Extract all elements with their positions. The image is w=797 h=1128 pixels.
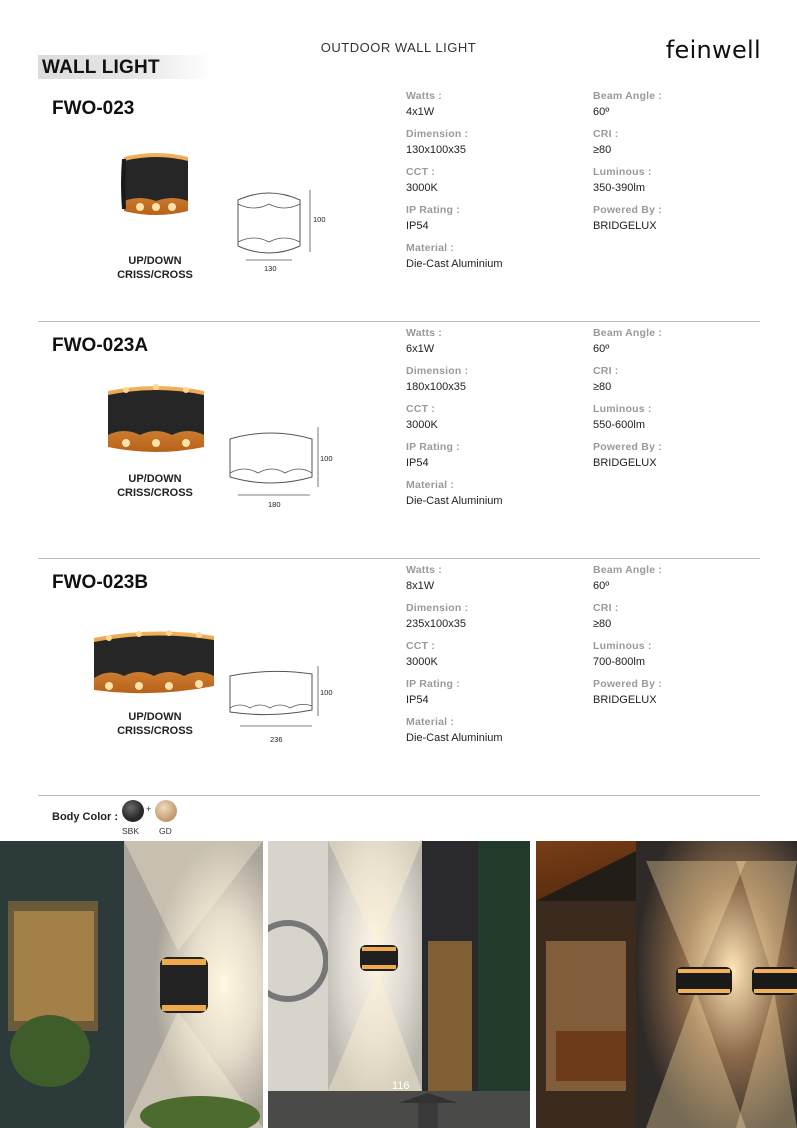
dim-height-label: 100 xyxy=(320,688,333,697)
dimension-drawing xyxy=(232,186,332,268)
dim-width-label: 130 xyxy=(264,264,277,273)
installation-photo-1 xyxy=(0,841,263,1128)
dimension-drawing xyxy=(226,425,326,505)
light-direction-label xyxy=(110,254,200,282)
lamp-image xyxy=(118,151,194,217)
body-color-label: Body Color : xyxy=(52,811,118,823)
brand-logo: feinwell xyxy=(665,36,761,64)
spec-cri: CRI : ≥80 xyxy=(593,365,619,393)
spec-ip: IP Rating : IP54 xyxy=(406,204,460,232)
dim-width-label: 180 xyxy=(268,500,281,509)
lamp-image xyxy=(90,626,218,698)
section-divider xyxy=(38,795,760,796)
type-line-1: UP/DOWN xyxy=(128,711,182,723)
page-number: 116 xyxy=(392,1080,410,1092)
spec-beam-angle: Beam Angle : 60º xyxy=(593,564,663,592)
light-direction-label xyxy=(110,472,200,500)
section-divider xyxy=(38,321,760,322)
dim-width-label: 236 xyxy=(270,735,283,744)
spec-cct: CCT : 3000K xyxy=(406,403,438,431)
spec-ip: IP Rating : IP54 xyxy=(406,678,460,706)
product-model: FWO-023 xyxy=(52,98,135,119)
plus-separator: + xyxy=(146,804,152,814)
spec-watts: Watts : 6x1W xyxy=(406,327,443,355)
spec-material: Material : Die-Cast Aluminium xyxy=(406,716,503,744)
spec-dimension: Dimension : 130x100x35 xyxy=(406,128,469,156)
dimension-drawing xyxy=(226,662,326,742)
spec-powered-by: Powered By : BRIDGELUX xyxy=(593,204,662,232)
section-divider xyxy=(38,558,760,559)
type-line-1: UP/DOWN xyxy=(128,255,182,267)
spec-dimension: Dimension : 180x100x35 xyxy=(406,365,469,393)
document-category: OUTDOOR WALL LIGHT xyxy=(320,40,477,55)
color-option-sbk: SBK xyxy=(122,826,140,836)
spec-cct: CCT : 3000K xyxy=(406,640,438,668)
product-block xyxy=(0,564,797,809)
type-line-2: CRISS/CROSS xyxy=(117,487,193,499)
product-block xyxy=(0,90,797,335)
spec-cri: CRI : ≥80 xyxy=(593,128,619,156)
spec-powered-by: Powered By : BRIDGELUX xyxy=(593,441,662,469)
spec-material: Material : Die-Cast Aluminium xyxy=(406,242,503,270)
product-model: FWO-023A xyxy=(52,335,149,356)
spec-beam-angle: Beam Angle : 60º xyxy=(593,90,663,118)
installation-photo-3 xyxy=(536,841,797,1128)
spec-cct: CCT : 3000K xyxy=(406,166,438,194)
spec-powered-by: Powered By : BRIDGELUX xyxy=(593,678,662,706)
spec-watts: Watts : 8x1W xyxy=(406,564,443,592)
color-option-gd: GD xyxy=(159,826,172,836)
spec-ip: IP Rating : IP54 xyxy=(406,441,460,469)
spec-beam-angle: Beam Angle : 60º xyxy=(593,327,663,355)
spec-luminous: Luminous : 350-390lm xyxy=(593,166,652,194)
color-swatch-sbk xyxy=(122,800,144,822)
dim-height-label: 100 xyxy=(320,454,333,463)
lamp-image xyxy=(104,381,208,455)
type-line-2: CRISS/CROSS xyxy=(117,269,193,281)
section-tag xyxy=(38,55,213,79)
dim-height-label: 100 xyxy=(313,215,326,224)
spec-material: Material : Die-Cast Aluminium xyxy=(406,479,503,507)
type-line-2: CRISS/CROSS xyxy=(117,725,193,737)
spec-luminous: Luminous : 700-800lm xyxy=(593,640,652,668)
color-swatch-gd xyxy=(155,800,177,822)
product-block xyxy=(0,327,797,572)
section-title: WALL LIGHT xyxy=(42,57,160,78)
spec-watts: Watts : 4x1W xyxy=(406,90,443,118)
spec-dimension: Dimension : 235x100x35 xyxy=(406,602,469,630)
spec-cri: CRI : ≥80 xyxy=(593,602,619,630)
type-line-1: UP/DOWN xyxy=(128,473,182,485)
spec-luminous: Luminous : 550-600lm xyxy=(593,403,652,431)
product-model: FWO-023B xyxy=(52,572,149,593)
light-direction-label xyxy=(110,710,200,738)
